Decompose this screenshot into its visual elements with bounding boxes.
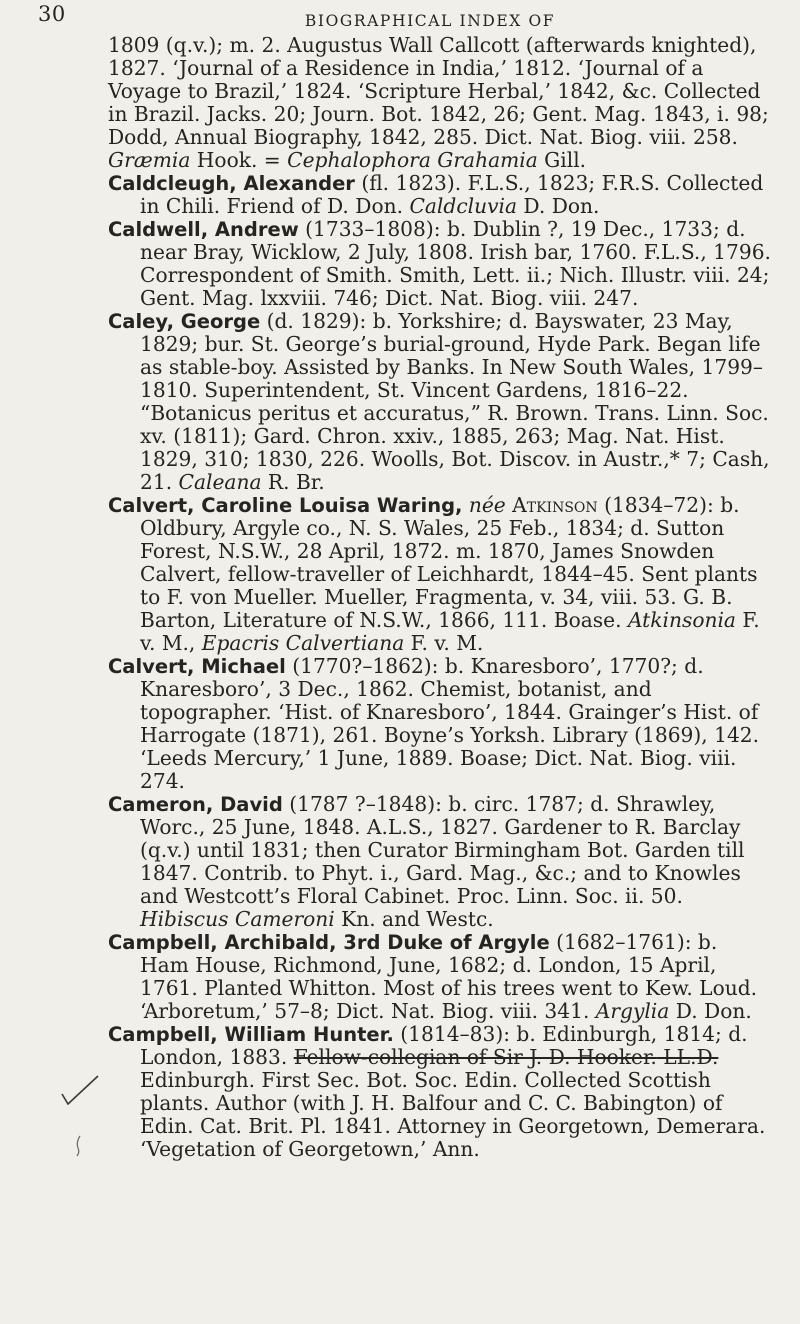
entry-text: (d. 1829): b. Yorkshire; d. Bayswater, 23 May, 1829; bur. St. George’s burial-ground, Hyde Park. Began life as stable-boy. Assisted by Banks. In New South Wales, 1799–1810. Superintendent, St. Vincent Gardens, 1816–22. “Botanicus peritus et accuratus,” R. Brown. Trans. Linn. Soc. xv. (1811); Gard. Chron. xxiv., 1885, 263; Mag. Nat. Hist. 1829, 310; 1830, 226. Woolls, Bot. Discov. in Austr.,* 7; Cash, 21.	[140, 309, 770, 494]
entry-heading: Calvert, Michael	[108, 655, 286, 678]
plant-name: Epacris Calvertiana	[201, 631, 405, 655]
entry-campbell-william	[108, 1023, 772, 1161]
entry-text: 1809 (q.v.); m. 2. Augustus Wall Callcott (afterwards knighted), 1827. ‘Journal of a Residence in India,’ 1812. ‘Journal of a Voyage to Brazil,’ 1824. ‘Scripture Herbal,’ 1842, &c. Collected in Brazil. Jacks. 20; Journ. Bot. 1842, 26; Gent. Mag. 1843, i. 98; Dodd, Annual Biography, 1842, 285. Dict. Nat. Biog. viii. 258.	[108, 33, 769, 149]
entry-calvert-caroline	[108, 494, 772, 655]
entry-text: (1814–83): b. Edinburgh, 1814; d. London, 1883.	[140, 1022, 748, 1069]
entry-heading: Cameron, David	[108, 793, 283, 816]
struck-text: Fellow-collegian of Sir J. D. Hooker.	[293, 1045, 657, 1069]
index-entries	[108, 34, 772, 1161]
maiden-name: Atkinson	[512, 493, 598, 517]
entry-text: (1787 ?–1848): b. circ. 1787; d. Shrawley, Worc., 25 June, 1848. A.L.S., 1827. Gardener to R. Barclay (q.v.) until 1831; then Curator Birmingham Bot. Garden till 1847. Contrib. to Phyt. i., Gard. Mag., &c.; and to Knowles and Westcott’s Floral Cabinet. Proc. Linn. Soc. ii. 50.	[140, 792, 745, 908]
entry-continuation	[108, 34, 772, 172]
plant-name: Cephalophora Grahamia	[287, 148, 538, 172]
entry-text: Kn. and Westc.	[334, 907, 494, 931]
entry-caley	[108, 310, 772, 494]
entry-heading: Caldcleugh, Alexander	[108, 172, 355, 195]
entry-heading: Campbell, Archibald, 3rd Duke of Argyle	[108, 931, 550, 954]
plant-name: Hibiscus Cameroni	[140, 907, 335, 931]
entry-heading: Caley, George	[108, 310, 261, 333]
entry-text: D. Don.	[516, 194, 600, 218]
entry-text: (1834–72): b. Oldbury, Argyle co., N. S. Wales, 25 Feb., 1834; d. Sutton Forest, N.S.W., 28 April, 1872. m. 1870, James Snowden Calvert, fellow-traveller of Leichhardt, 1844–45. Sent plants to F. von Mueller. Mueller, Fragmenta, v. 34, viii. 53. G. B. Barton, Literature of N.S.W., 1866, 111. Boase.	[140, 493, 758, 632]
plant-name: Caleana	[178, 470, 262, 494]
entry-text: F. v. M.,	[140, 608, 760, 655]
entry-text: (1770?–1862): b. Knaresboro’, 1770?; d. Knaresboro’, 3 Dec., 1862. Chemist, botanist, and topographer. ‘Hist. of Knaresboro’, 1844. Grainger’s Hist. of Harrogate (1871), 261. Boyne’s Yorksh. Library (1869), 142. ‘Leeds Mercury,’ 1 June, 1889. Boase; Dict. Nat. Biog. viii. 274.	[140, 654, 760, 793]
running-title: BIOGRAPHICAL INDEX OF	[304, 12, 556, 30]
entry-cameron	[108, 793, 772, 931]
entry-text: (1733–1808): b. Dublin ?, 19 Dec., 1733; d. near Bray, Wicklow, 2 July, 1808. Irish bar, 1760. F.L.S., 1796. Correspondent of Smith. Smith, Lett. ii.; Nich. Illustr. viii. 24; Gent. Mag. lxxviii. 746; Dict. Nat. Biog. viii. 247.	[140, 217, 771, 310]
plant-name: Græmia	[108, 148, 191, 172]
page-number: 30	[38, 2, 66, 26]
entry-text: Hook. =	[190, 148, 288, 172]
entry-heading: Caldwell, Andrew	[108, 218, 299, 241]
entry-campbell-archibald	[108, 931, 772, 1023]
entry-text: D. Don.	[669, 999, 752, 1023]
entry-caldcleugh	[108, 172, 772, 218]
plant-name: Atkinsonia	[627, 608, 736, 632]
entry-text: (fl. 1823). F.L.S., 1823; F.R.S. Collected in Chili. Friend of D. Don.	[140, 171, 764, 218]
entry-heading: Campbell, William Hunter.	[108, 1023, 394, 1046]
plant-name: Argylia	[595, 999, 670, 1023]
entry-heading: Calvert, Caroline Louisa Waring,	[108, 494, 463, 517]
entry-text: Gill.	[537, 148, 587, 172]
entry-text: F. v. M.	[404, 631, 484, 655]
entry-caldwell	[108, 218, 772, 310]
plant-name: Caldcluvia	[409, 194, 517, 218]
entry-text: Edinburgh. First Sec. Bot. Soc. Edin. Collected Scottish plants. Author (with J. H. Balfour and C. C. Babington) of Edin. Cat. Brit. Pl. 1841. Attorney in Georgetown, Demerara. ‘Vegetation of Georgetown,’ Ann.	[140, 1068, 766, 1161]
struck-text: LL.D.	[656, 1045, 719, 1069]
entry-text: (1682–1761): b. Ham House, Richmond, June, 1682; d. London, 15 April, 1761. Planted Whitton. Most of his trees went to Kew. Loud. ‘Arboretum,’ 57–8; Dict. Nat. Biog. viii. 341.	[140, 930, 758, 1023]
entry-calvert-michael	[108, 655, 772, 793]
handwritten-check-mark	[60, 1074, 100, 1164]
entry-text: R. Br.	[261, 470, 325, 494]
nee-label: née	[462, 493, 513, 517]
